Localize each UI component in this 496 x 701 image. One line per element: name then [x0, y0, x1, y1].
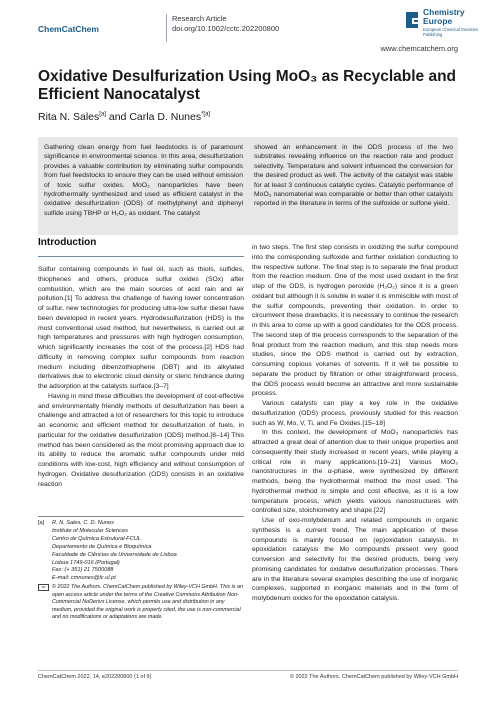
abstract-column-right: [254, 143, 453, 209]
affiliation-label: [a]: [38, 520, 45, 526]
affiliation-line: Lisboa 1749-016 (Portugal): [52, 559, 120, 566]
abstract-column-left: [44, 143, 243, 218]
affiliation-footnote: [38, 520, 244, 583]
paragraph: Sulfur containing compounds in fuel oil, such as thiols, sulfides, thiophenes and others, produce sulfur oxides (SOx) after combustion, which are the main sources of acid rain and air pollution.[1] To address the challenge of having lower concentration of sulfur, new technologies for producing ultra-low sulfur diesel have been developed in recent years. Hydrodesulfurization (HDS) is the most conventional used method, but nevertheless, is carried out at high temperatures and pressures with high hydrogen consumption, which significantly increases the cost of the process.[2] HDS had difficulty in removing complex sulfur compounds from reaction medium including dibenzothiophene (DBT) and its alkylated derivatives due to electronic cloud density or steric hindrance during the adsorption at the catalysts surface.[3–7]: [38, 266, 244, 390]
author-separator: and: [105, 111, 130, 123]
affiliation-line: Fax: (+ 351) 21 7500088: [52, 567, 114, 574]
abstract-box: [38, 137, 458, 235]
article-type: Research Article: [172, 14, 227, 23]
chemistry-europe-logo-icon: [404, 10, 420, 30]
license-footnote: [38, 584, 244, 622]
affiliation-line: Institute of Molecular Sciences: [52, 527, 128, 534]
footer-copyright: © 2022 The Authors. ChemCatChem published by Wiley-VCH GmbH: [289, 674, 458, 680]
author-affiliation-mark: [a]: [99, 111, 106, 118]
journal-website[interactable]: www.chemcatchem.org: [380, 44, 458, 53]
paragraph: Having in mind these difficulties the development of cost-effective and environmentally friendly methods of desulfurization has been a challenge and attracted a lot of researchers for this topic to introduce an economic and efficient method for desulfurization of fuels, in particular for the oxidative desulfurization (ODS) method.[8–14] This method has been considered as the most promising approach due to its ability to reduce the aromatic sulfur compounds under mild conditions with low-cost, high efficiency and without consumption of hydrogen. Oxidative desulfurization (ODS) consists in an oxidative reaction: [38, 392, 244, 488]
affiliation-line: R. N. Sales, C. D. Nunes: [52, 520, 114, 526]
paragraph: in two steps. The first step consists in oxidizing the sulfur compound into the corresponding sulfoxide and further oxidation conducting to the respective sulfone. The final step is to separate the final product from the reaction medium. One of the most used oxidant in the first step of the ODS, is hydrogen peroxide (H₂O₂) since it is a green oxidant but although it is soluble in water it is immiscible with most of the sulfur compounds, preventing their oxidation. In order to circumvent these drawbacks, it is necessary to continue the research in this area to come up with a good candidates for the ODS process. The second step of the process corresponds to the separation of the final product from the reaction medium, and this step needs more studies, since the ODS method is carried out by extraction, consuming copious volumes of solvents. If it will be possible to separate the product by filtration or other straightforward process, the ODS process would become an attractive and more sustainable process.: [252, 244, 458, 398]
affiliation-lines: [52, 520, 177, 583]
cc-license-icon: cc: [38, 584, 49, 591]
footer-citation: ChemCatChem 2022, 14, e202200800 (1 of 9): [38, 674, 152, 680]
author-affiliation-mark: *[a]: [201, 111, 211, 118]
affiliation-line: Departamento de Química e Bioquímica: [52, 543, 152, 550]
section-heading-introduction: Introduction: [38, 237, 97, 248]
author-name: Carla D. Nunes: [129, 111, 202, 123]
affiliation-line: Faculdade de Ciências da Universidade de Lisboa: [52, 551, 177, 558]
paragraph: In this context, the development of MoO₃ nanoparticles has attracted a great deal of attention due to their unique properties and consequently their study increased in recent years, while playing a critical role in many applications.[19–21] Various MoO₃ nanostructures in the α-phase, were synthesized by different methods, being the hydrothermal method the most used. The hydrothermal method is simple and cost effective, as it is a low temperature process, which yields various nanostructures with controlled size, stoichiometry and shape.[22]: [252, 429, 458, 515]
logo-text-chemistry: Chemistry: [423, 7, 465, 17]
footer-rule: [38, 670, 458, 671]
footnote-rule: [38, 516, 244, 517]
abstract-text: showed an enhancement in the ODS process of the two substrates revealing influence on the reaction rate and product selectivity. Temperature and solvent influenced the conversion for the desired product as well. The activity of the catalyst was stable for at least 3 continuous catalytic cycles. Catalytic performance of MoO₃ nanomaterial was comparable or better than other catalysts reported in the literature in terms of the sulfoxide or sulfone yield.: [254, 144, 453, 208]
section-heading-rule: [38, 256, 244, 257]
logo-text-europe: Europe: [423, 16, 453, 26]
logo-tagline: European Chemical Societies Publishing: [423, 27, 478, 37]
license-text: © 2022 The Authors. ChemCatChem published by Wiley-VCH GmbH. This is an open access article under the terms of the Creative Commons Attribution Non-Commercial NoDerivs License, which permits use and distribution in any medium, provided the original work is properly cited, the use is non-commercial and no modifications or adaptations are made.: [52, 584, 243, 621]
journal-name: ChemCatChem: [38, 24, 99, 34]
body-column-left: [38, 265, 244, 489]
author-name: Rita N. Sales: [38, 111, 100, 123]
email-link[interactable]: E-mail: cmnunes@fc.ul.pt: [52, 575, 116, 582]
header-divider: [166, 14, 167, 42]
doi-link[interactable]: doi.org/10.1002/cctc.202200800: [172, 24, 280, 33]
abstract-text: Gathering clean energy from fuel feedstocks is of paramount significance in environmental science. In this area, desulfurization provides a valuable contribution by eliminating sulfur compounds from fuel feedstocks to ensure they can be used without emission of toxic sulfur oxides. MoO₃ nanoparticles have been hydrothermally synthesized and used as efficient catalyst in the oxidative desulfurization (ODS) of methylphenyl and diphenyl sulfide using TBHP or H₂O₂ as oxidant. The catalyst: [44, 144, 243, 217]
affiliation-line: Centro de Química Estrutural-FCUL: [52, 535, 141, 542]
paragraph: Use of oxo-molybdenum and related compounds in organic synthesis is a current trend. The main application of these compounds is mainly focused on (ep)oxidation catalysis. In epoxidation catalysis the Mo compounds present very good conversion and selectivity for the desired products, being very promising candidates for oxidative desulfurization processes. There are in the literature several examples describing the use of inorganic complexes, supported in inorganic materials and in the form of molybdenum oxides for the epoxidation catalysis.: [252, 517, 458, 602]
body-column-right: [252, 243, 458, 604]
article-title: Oxidative Desulfurization Using MoO₃ as Recyclable and Efficient Nanocatalyst: [38, 68, 457, 103]
author-list: [38, 111, 210, 123]
paragraph: Various catalysts can play a key role in the oxidative desulfurization (ODS) process, previously studied for this reaction such as W, Mo, V, Ti, and Fe Oxides.[15–18]: [252, 400, 458, 427]
